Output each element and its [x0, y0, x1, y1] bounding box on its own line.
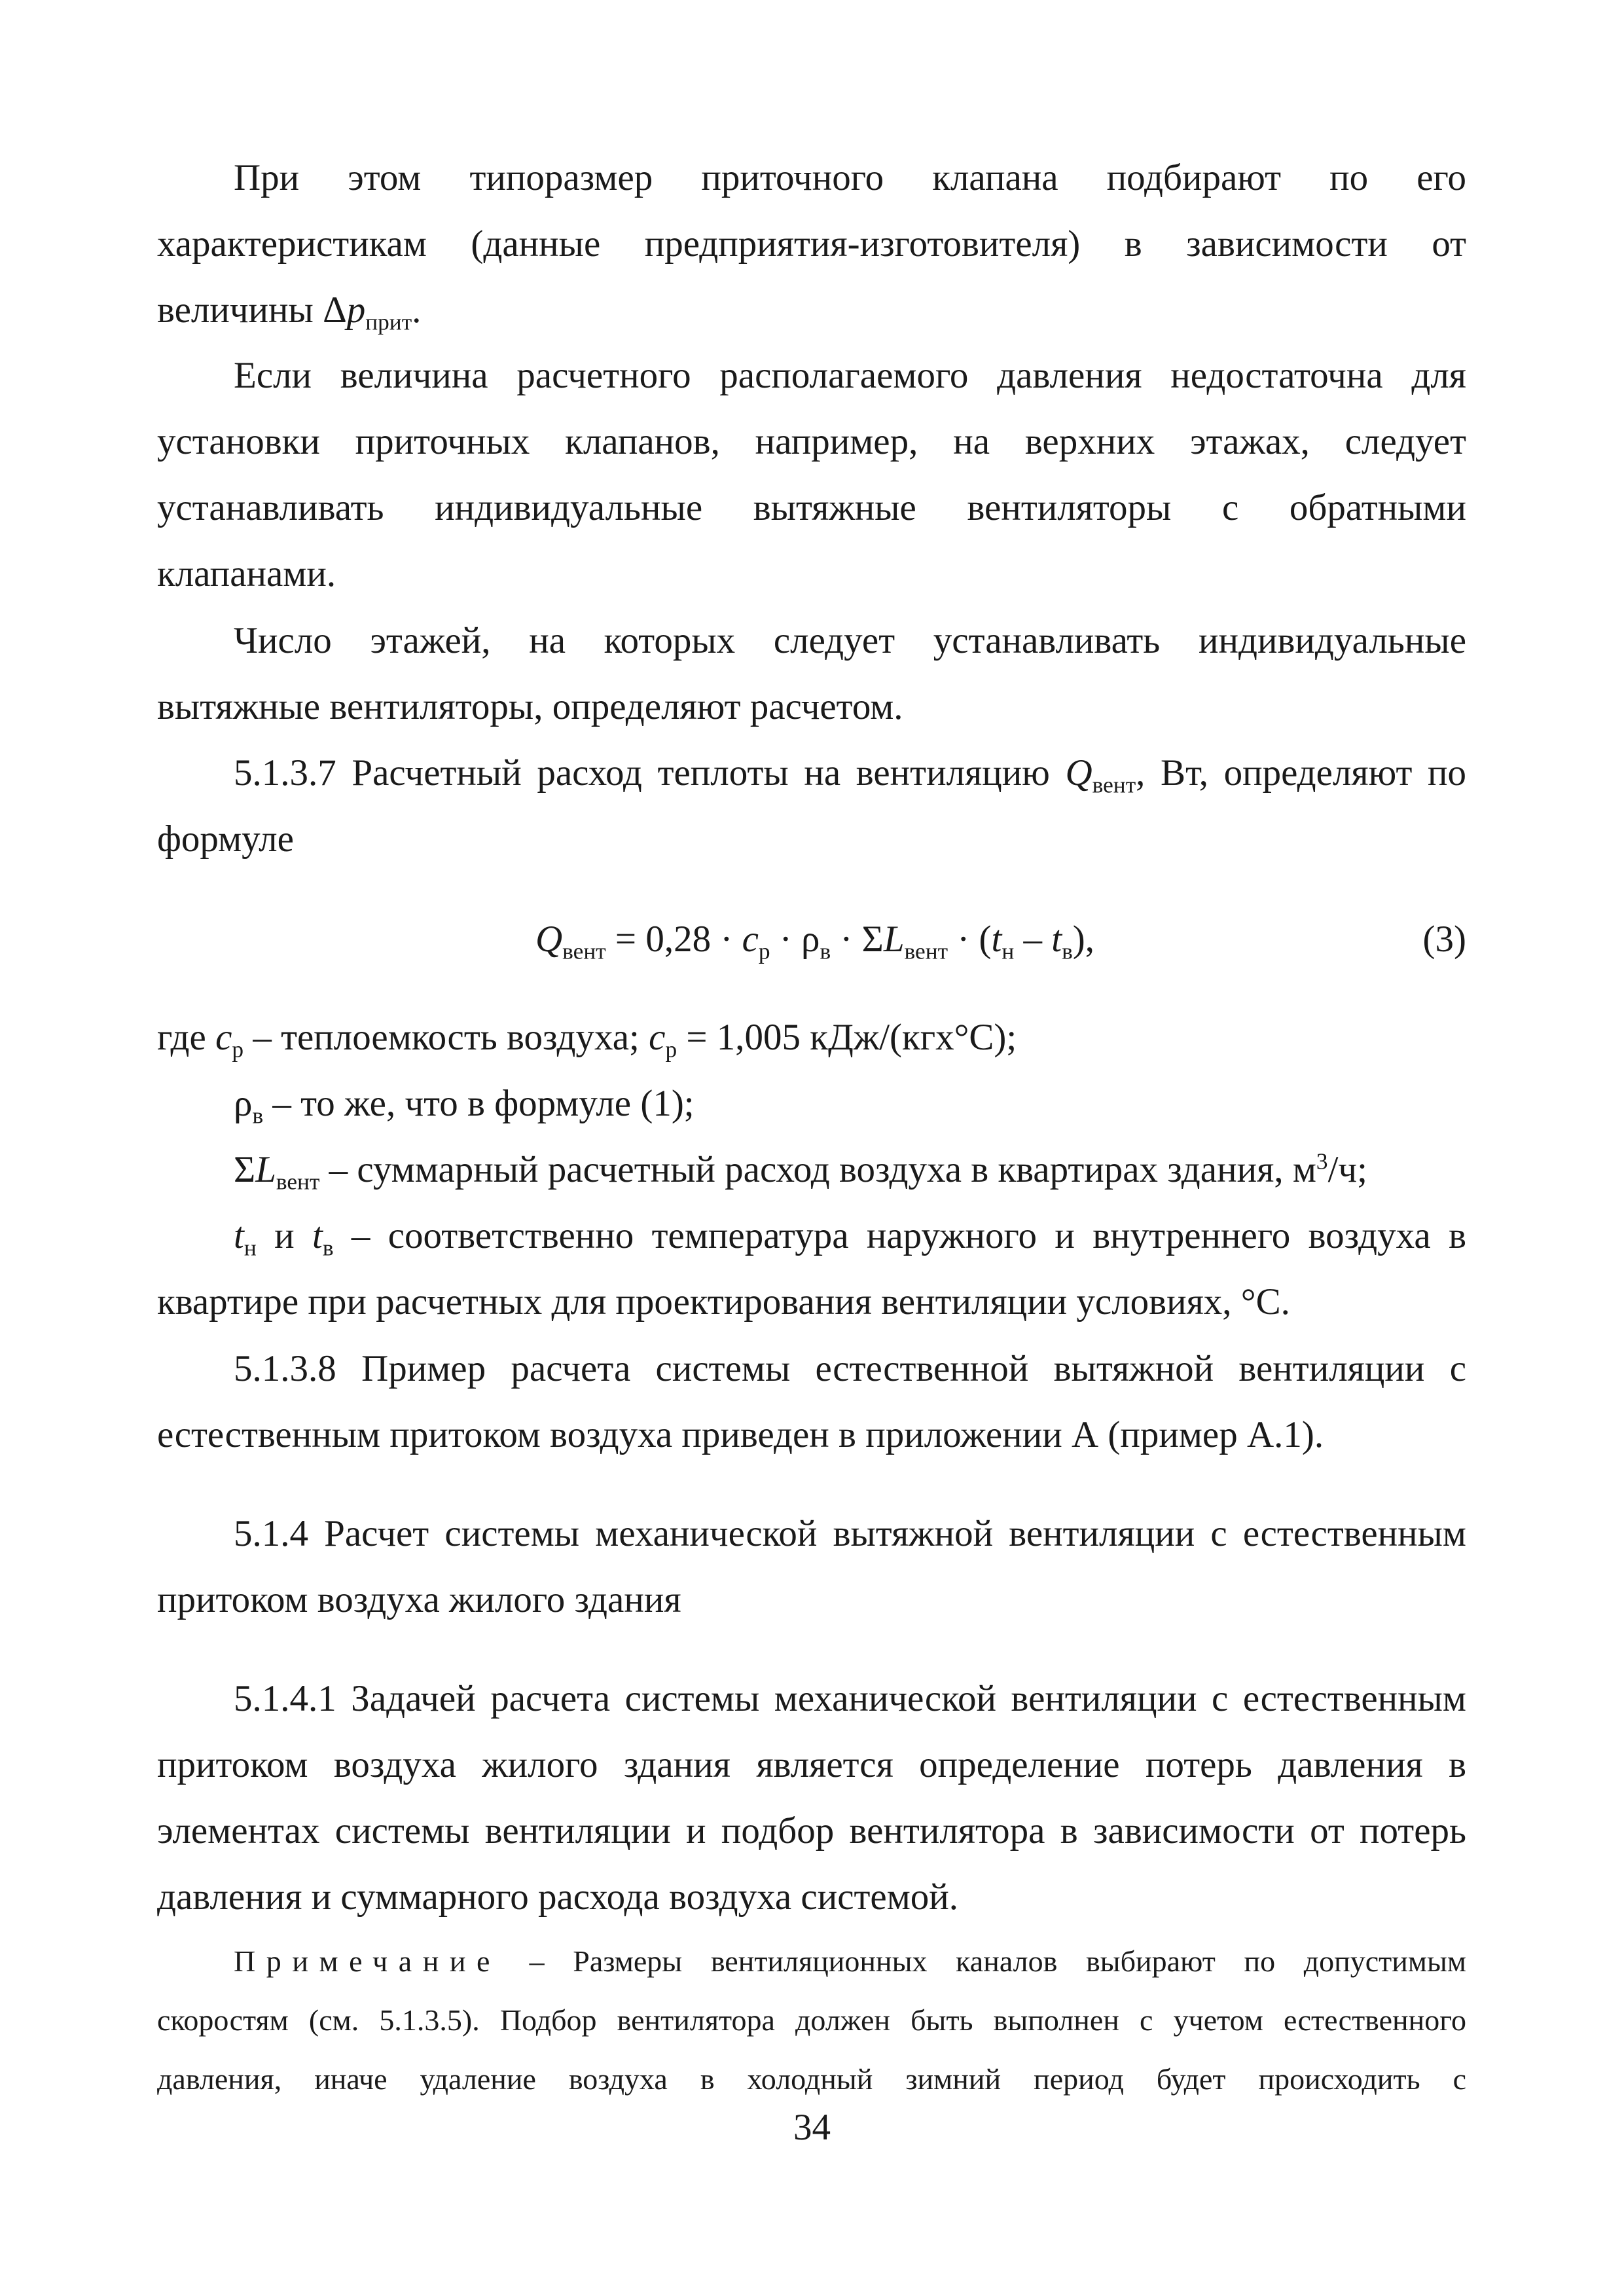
formula-fragment: · (	[948, 919, 992, 960]
text-line: формуле	[157, 818, 294, 860]
formula-expression	[535, 906, 1094, 972]
subscript: р	[665, 1036, 677, 1063]
text-line: элементах системы вентиляции и подбор вентилятора в зависимости от потерь	[157, 1810, 1466, 1851]
text-fragment: 5.1.3.7 Расчетный расход теплоты на вентиляцию	[234, 752, 1066, 793]
text-line	[157, 1203, 1466, 1269]
text-line: притоком воздуха жилого здания является определение потерь давления в	[157, 1744, 1466, 1785]
text-line: клапанами.	[157, 553, 336, 594]
note-block	[157, 1932, 1466, 2109]
subscript: в	[1062, 938, 1073, 964]
text-fragment: , Вт, определяют по	[1136, 752, 1467, 793]
text-fragment: = 1,005 кДж/(кгх°С);	[677, 1017, 1017, 1058]
formula-number: (3)	[1422, 919, 1466, 960]
variable-t: t	[991, 919, 1002, 960]
text-line: давления и суммарного расхода воздуха системой.	[157, 1876, 959, 1918]
variable-c: c	[742, 919, 759, 960]
subscript: вент	[1092, 772, 1136, 798]
variable-q: Q	[535, 919, 563, 960]
formula-fragment: ),	[1072, 919, 1095, 960]
note-label: Примечание	[234, 1944, 501, 1978]
section-heading	[157, 1501, 1466, 1633]
heading-line: 5.1.4 Расчет системы механической вытяжной вентиляции с естественным	[234, 1513, 1466, 1554]
text-line	[157, 1070, 1466, 1137]
formula-fragment: · ρ	[770, 919, 820, 960]
variable-p: p	[346, 289, 366, 331]
paragraph-heat-consumption	[157, 740, 1466, 872]
subscript: в	[820, 938, 831, 964]
variable-l: L	[255, 1149, 276, 1190]
subscript: в	[252, 1102, 264, 1129]
text-line	[157, 277, 1466, 343]
delta-symbol: Δ	[323, 289, 347, 331]
subscript: прит	[365, 309, 412, 335]
formula-legend	[157, 1004, 1466, 1335]
formula-fragment: = 0,28 ·	[605, 919, 742, 960]
paragraph-insufficient-pressure	[157, 342, 1466, 607]
text-line: 5.1.3.8 Пример расчета системы естественной вытяжной вентиляции с	[234, 1348, 1466, 1389]
text-fragment: – суммарный расчетный расход воздуха в квартирах здания, м	[319, 1149, 1316, 1190]
text-line	[157, 1004, 1466, 1070]
variable-q: Q	[1065, 752, 1092, 793]
paragraph-example-ref	[157, 1336, 1466, 1468]
text-line	[157, 740, 1466, 806]
text-line: характеристикам (данные предприятия-изготовителя) в зависимости от	[157, 223, 1466, 264]
note-line	[157, 1932, 1466, 1991]
superscript: 3	[1316, 1148, 1328, 1175]
subscript: вент	[276, 1169, 320, 1195]
paragraph-valve-size	[157, 145, 1466, 343]
text-line: квартире при расчетных для проектирования вентиляции условиях, °С.	[157, 1281, 1290, 1322]
variable-c: c	[215, 1017, 232, 1058]
text-fragment: – Размеры вентиляционных каналов выбирают по допустимым	[501, 1944, 1466, 1978]
formula-fragment: –	[1014, 919, 1052, 960]
text-line: естественным притоком воздуха приведен в приложении А (пример А.1).	[157, 1414, 1324, 1455]
text-fragment: – соответственно температура наружного и внутреннего воздуха в	[333, 1215, 1466, 1256]
text-fragment: и	[256, 1215, 312, 1256]
subscript: вент	[904, 938, 948, 964]
subscript: вент	[562, 938, 606, 964]
subscript: н	[1001, 938, 1015, 964]
paragraph-mechanical-ventilation	[157, 1666, 1466, 1930]
note-line: давления, иначе удаление воздуха в холодный зимний период будет происходить с	[157, 2062, 1466, 2096]
text-fragment: – теплоемкость воздуха;	[244, 1017, 649, 1058]
variable-t: t	[234, 1215, 244, 1256]
formula-fragment: · Σ	[831, 919, 884, 960]
text-line: При этом типоразмер приточного клапана подбирают по его	[234, 157, 1466, 198]
variable-t: t	[1051, 919, 1062, 960]
text-fragment: – то же, что в формуле (1);	[263, 1083, 695, 1124]
text-line: 5.1.4.1 Задачей расчета системы механической вентиляции с естественным	[234, 1678, 1466, 1719]
paragraph-floor-count	[157, 608, 1466, 740]
text-fragment: величины	[157, 289, 323, 331]
variable-t: t	[312, 1215, 323, 1256]
text-line: Если величина расчетного располагаемого давления недостаточна для	[234, 355, 1466, 396]
subscript: р	[758, 938, 770, 964]
variable-c: c	[649, 1017, 666, 1058]
variable-rho: ρ	[234, 1083, 253, 1124]
text-fragment: .	[412, 289, 422, 331]
variable-l: L	[883, 919, 905, 960]
subscript: н	[244, 1235, 257, 1261]
text-line: установки приточных клапанов, например, на верхних этажах, следует	[157, 421, 1466, 462]
subscript: в	[322, 1235, 334, 1261]
page-number: 34	[793, 2107, 831, 2148]
text-line: устанавливать индивидуальные вытяжные вентиляторы с обратными	[157, 487, 1466, 528]
note-line: скоростям (см. 5.1.3.5). Подбор вентилятора должен быть выполнен с учетом естественного	[157, 2003, 1466, 2037]
sigma-symbol: Σ	[234, 1149, 256, 1190]
text-fragment: /ч;	[1327, 1149, 1367, 1190]
text-line	[157, 1137, 1466, 1203]
subscript: р	[232, 1036, 244, 1063]
text-line: вытяжные вентиляторы, определяют расчетом.	[157, 686, 903, 727]
heading-line: притоком воздуха жилого здания	[157, 1579, 681, 1620]
text-line: Число этажей, на которых следует устанавливать индивидуальные	[234, 620, 1466, 661]
text-fragment: где	[157, 1017, 216, 1058]
